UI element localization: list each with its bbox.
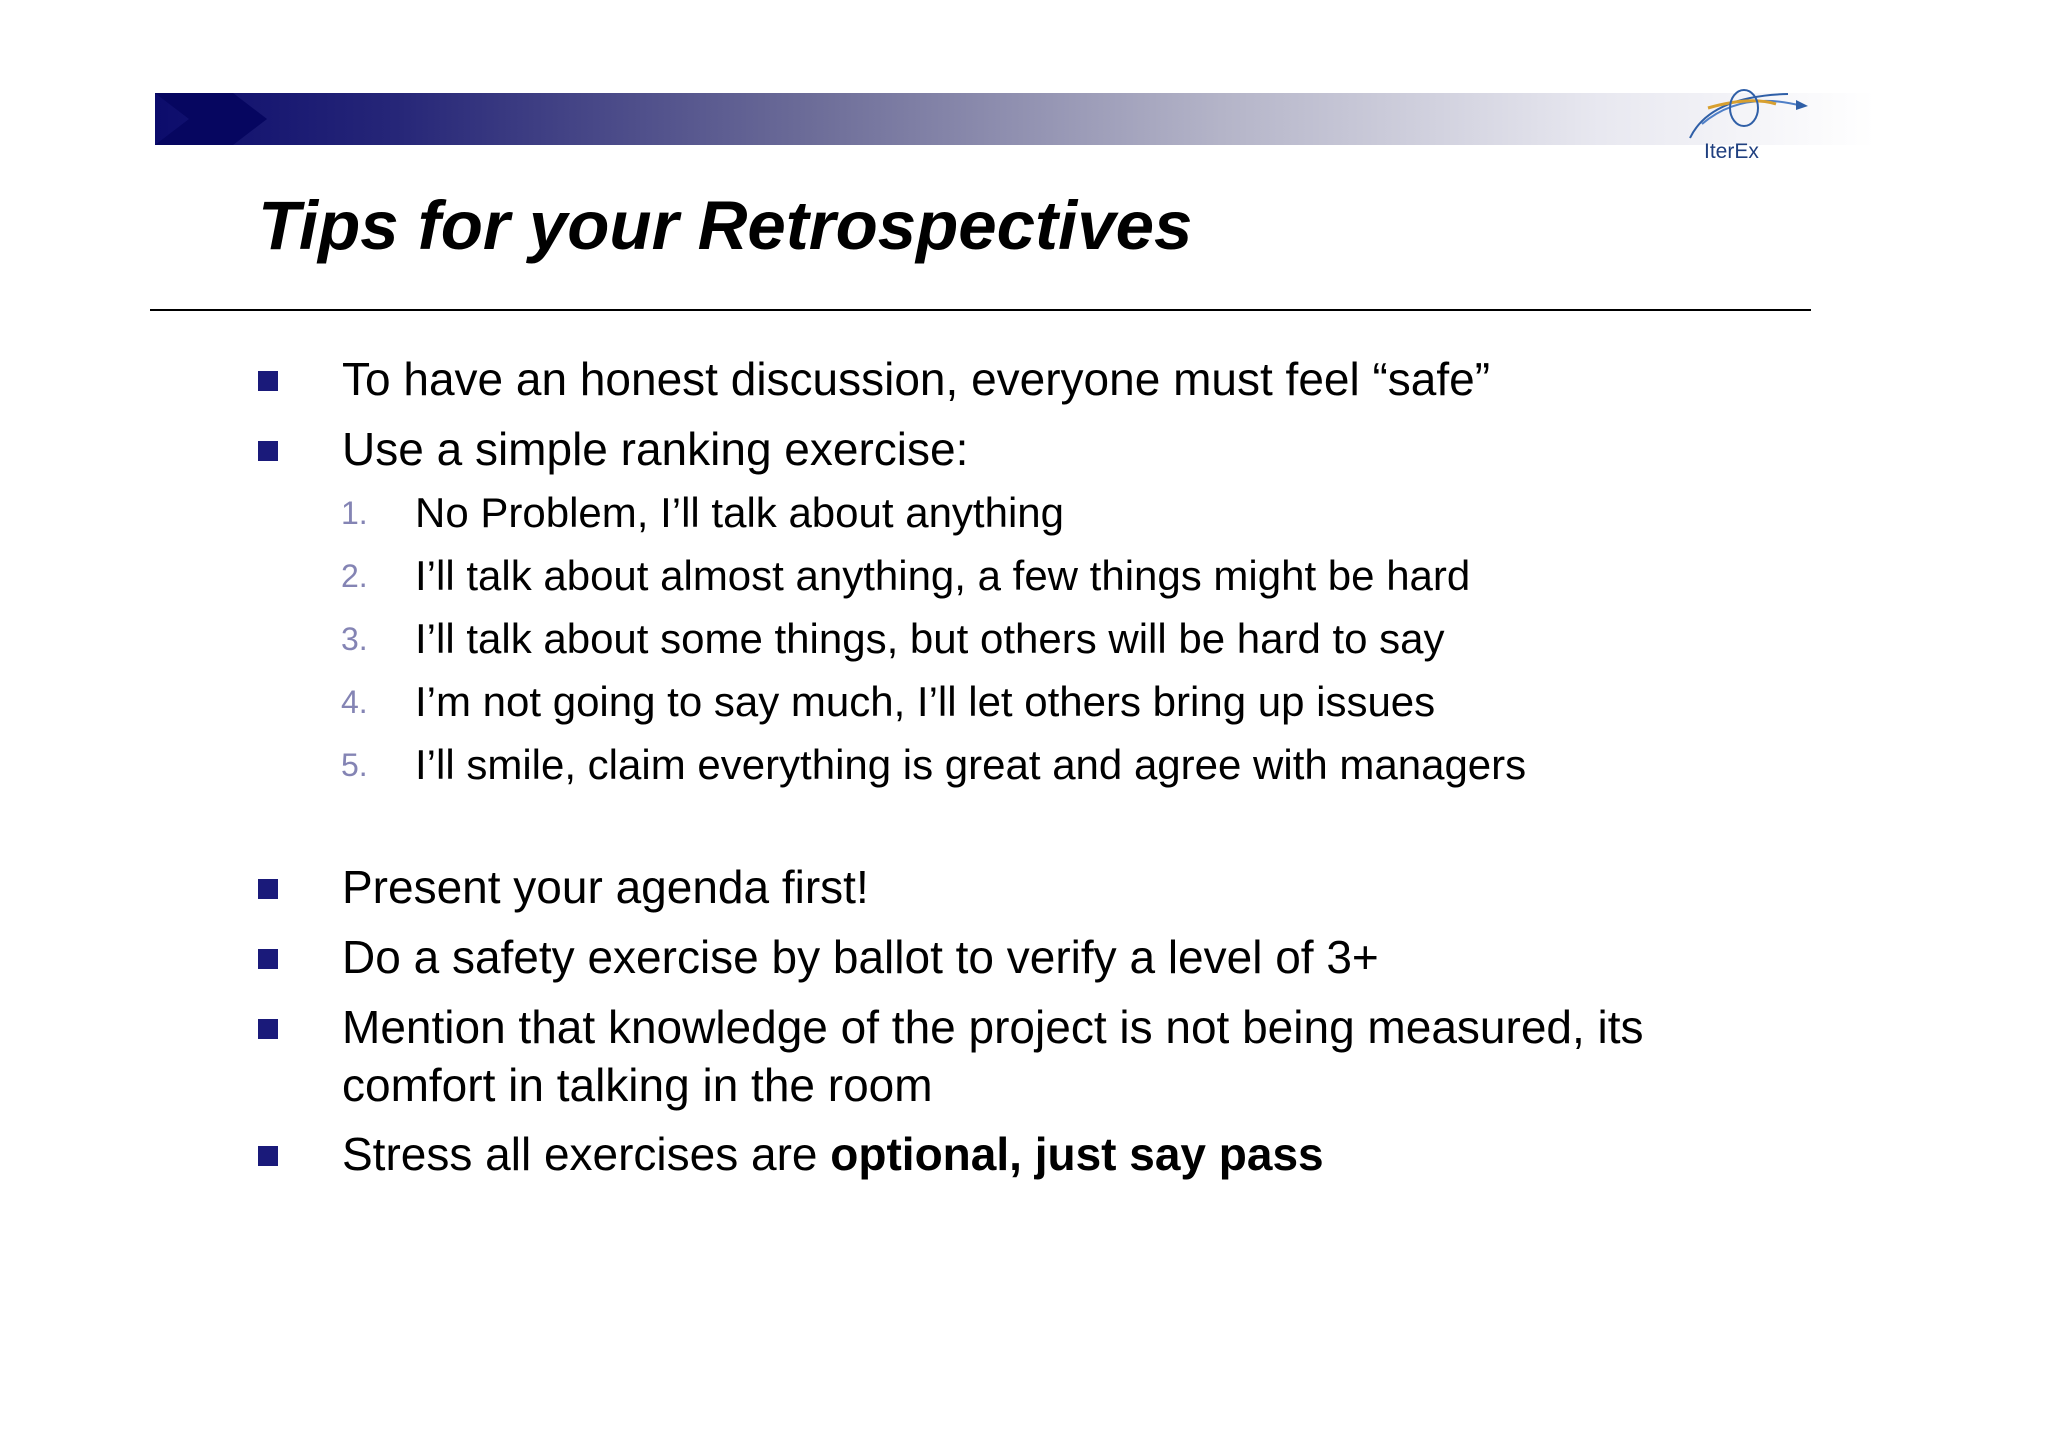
square-bullet-icon: [258, 1019, 278, 1039]
ranking-number: 3.: [341, 621, 368, 657]
list-item: [0, 419, 1900, 479]
list-item: [0, 349, 1900, 409]
ranking-text: No Problem, I’ll talk about anything: [415, 489, 1065, 536]
bullet-text: [342, 1124, 1324, 1184]
list-item: [0, 857, 1900, 917]
bullet-text-plain: Stress all exercises are: [342, 1128, 831, 1180]
bullet-text-line-2: comfort in talking in the room: [342, 1059, 933, 1111]
bullet-text: Use a simple ranking exercise:: [342, 423, 969, 475]
ranking-item: [0, 551, 1900, 601]
page-title: Tips for your Retrospectives: [258, 187, 1193, 264]
ranking-text: I’ll smile, claim everything is great and agree with managers: [415, 741, 1527, 788]
ranking-text: I’ll talk about almost anything, a few things might be hard: [415, 552, 1471, 599]
ranking-item: [0, 740, 1900, 790]
ranking-number: 4.: [341, 684, 368, 720]
square-bullet-icon: [258, 949, 278, 969]
bullet-text: To have an honest discussion, everyone must feel “safe”: [342, 353, 1491, 405]
list-item: [0, 1124, 1900, 1184]
bullet-text-bold: optional, just say pass: [830, 1128, 1324, 1180]
chevron-arrow-icon: [155, 93, 267, 145]
ranking-number: 2.: [341, 558, 368, 594]
bullet-text: Do a safety exercise by ballot to verify a level of 3+: [342, 931, 1379, 983]
title-divider: [150, 309, 1811, 311]
ranking-item: [0, 614, 1900, 664]
ranking-item: [0, 677, 1900, 727]
iterex-logo: [1680, 82, 1830, 170]
ranking-text: I’m not going to say much, I’ll let others bring up issues: [415, 678, 1436, 725]
list-item: [0, 997, 1900, 1117]
logo-text: IterEx: [1704, 140, 1759, 163]
bullet-text-line-1: Mention that knowledge of the project is not being measured, its: [342, 1001, 1644, 1053]
header-gradient-band: [155, 93, 1875, 145]
square-bullet-icon: [258, 371, 278, 391]
bullet-text: Present your agenda first!: [342, 861, 869, 913]
square-bullet-icon: [258, 1146, 278, 1166]
ranking-number: 5.: [341, 747, 368, 783]
square-bullet-icon: [258, 879, 278, 899]
ranking-text: I’ll talk about some things, but others will be hard to say: [415, 615, 1445, 662]
list-item: [0, 927, 1900, 987]
square-bullet-icon: [258, 441, 278, 461]
ranking-item: [0, 488, 1900, 538]
ranking-number: 1.: [341, 495, 368, 531]
